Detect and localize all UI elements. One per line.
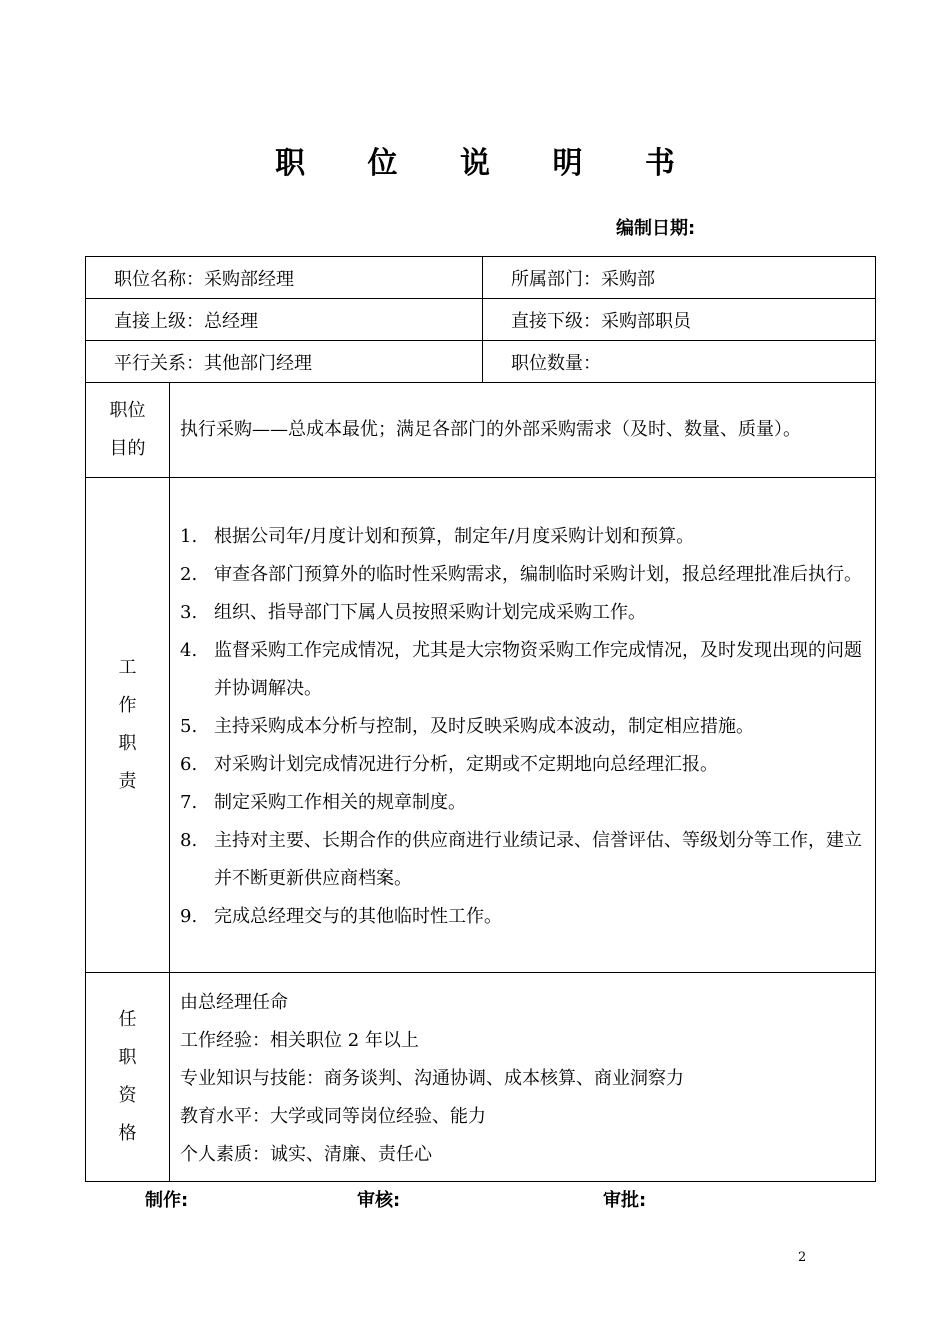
parallel-relation-cell: 平行关系：其他部门经理 (86, 341, 483, 383)
department-cell: 所属部门：采购部 (483, 257, 876, 299)
reviewed-by-label: 审核: (357, 1190, 401, 1211)
duty-item: 3. 组织、指导部门下属人员按照采购计划完成采购工作。 (180, 602, 646, 623)
duty-item: 5. 主持采购成本分析与控制，及时反映采购成本波动，制定相应措施。 (180, 716, 754, 737)
made-by-label: 制作: (145, 1190, 189, 1211)
headcount-cell: 职位数量： (483, 341, 876, 383)
position-name-cell: 职位名称：采购部经理 (86, 257, 483, 299)
qualifications-label: 任 职 资 格 (86, 973, 170, 1182)
superior-cell: 直接上级：总经理 (86, 299, 483, 341)
duties-label: 工 作 职 责 (86, 478, 170, 973)
qualification-line: 个人素质：诚实、清廉、责任心 (180, 1144, 432, 1165)
document-title: 职 位 说 明 书 (275, 146, 701, 181)
page-number: 2 (798, 1250, 807, 1265)
duty-item: 9. 完成总经理交与的其他临时性工作。 (180, 906, 502, 927)
qualification-line: 教育水平：大学或同等岗位经验、能力 (180, 1106, 486, 1127)
approved-by-label: 审批: (603, 1190, 647, 1211)
job-description-table (85, 256, 876, 1182)
subordinate-cell: 直接下级：采购部职员 (483, 299, 876, 341)
duty-item: 8. 主持对主要、长期合作的供应商进行业绩记录、信誉评估、等级划分等工作，建立并不断更新供应商档案。 (180, 830, 862, 889)
qualification-line: 工作经验：相关职位 2 年以上 (180, 1030, 419, 1051)
duty-item: 2. 审查各部门预算外的临时性采购需求，编制临时采购计划，报总经理批准后执行。 (180, 564, 862, 585)
compile-date-label: 编制日期: (616, 218, 696, 239)
duty-item: 1. 根据公司年/月度计划和预算，制定年/月度采购计划和预算。 (180, 526, 695, 547)
purpose-text: 执行采购——总成本最优；满足各部门的外部采购需求（及时、数量、质量）。 (170, 383, 876, 478)
qualification-line: 专业知识与技能：商务谈判、沟通协调、成本核算、商业洞察力 (180, 1068, 684, 1089)
purpose-label: 职位 目的 (86, 383, 170, 478)
duties-list (170, 478, 876, 973)
qualification-line: 由总经理任命 (180, 992, 288, 1013)
qualifications-list (170, 973, 876, 1182)
duty-item: 4. 监督采购工作完成情况，尤其是大宗物资采购工作完成情况，及时发现出现的问题并协调解决。 (180, 640, 862, 699)
duty-item: 7. 制定采购工作相关的规章制度。 (180, 792, 466, 813)
duty-item: 6. 对采购计划完成情况进行分析，定期或不定期地向总经理汇报。 (180, 754, 718, 775)
